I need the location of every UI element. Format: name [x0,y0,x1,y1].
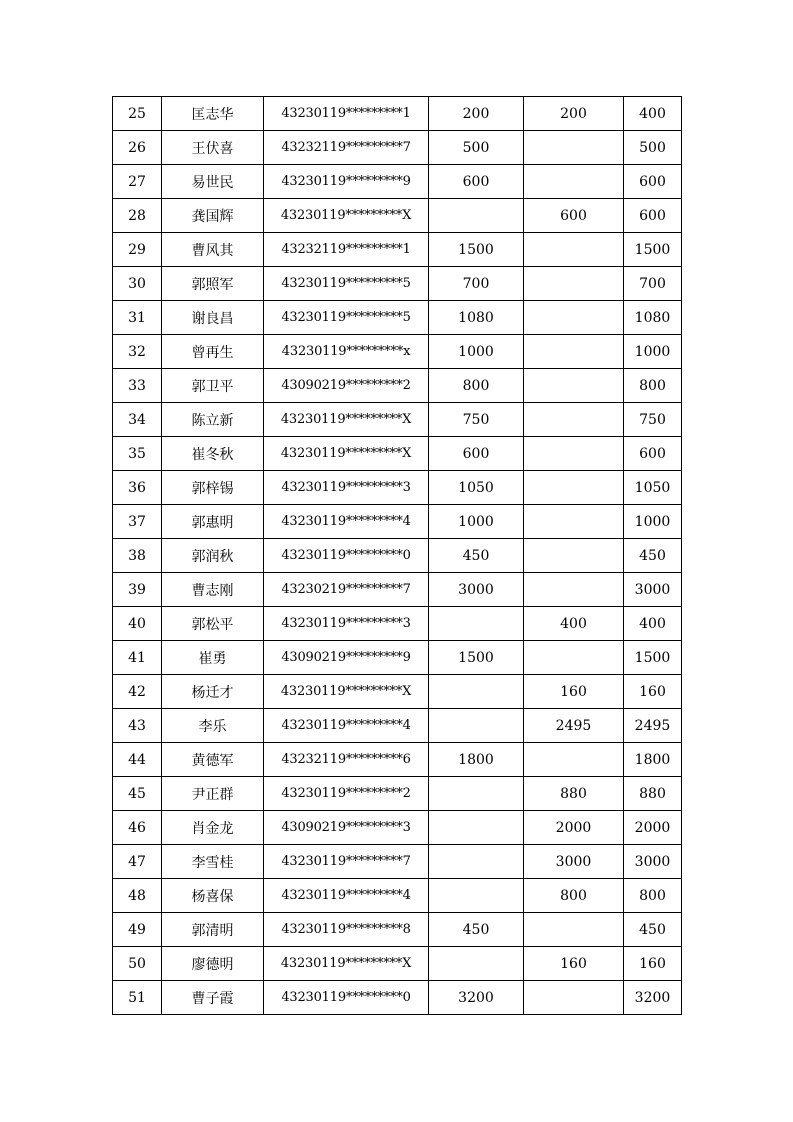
name-cell: 陈立新 [162,403,264,437]
amount-a-cell: 1500 [429,641,524,675]
amount-b-cell [524,437,624,471]
id-number-cell: 43230119*********7 [264,845,429,879]
total-cell: 700 [624,267,682,301]
amount-a-cell: 750 [429,403,524,437]
name-cell: 黄德军 [162,743,264,777]
total-cell: 750 [624,403,682,437]
amount-a-cell: 1000 [429,335,524,369]
total-cell: 3000 [624,845,682,879]
amount-a-cell: 500 [429,131,524,165]
table-row [113,743,682,777]
name-cell: 郭惠明 [162,505,264,539]
amount-b-cell [524,301,624,335]
total-cell: 500 [624,131,682,165]
amount-b-cell [524,913,624,947]
name-cell: 曹子霞 [162,981,264,1015]
amount-a-cell [429,879,524,913]
id-number-cell: 43232119*********6 [264,743,429,777]
amount-a-cell: 600 [429,437,524,471]
table-row [113,641,682,675]
name-cell: 郭松平 [162,607,264,641]
table-row [113,165,682,199]
total-cell: 800 [624,879,682,913]
table-row [113,267,682,301]
amount-b-cell [524,267,624,301]
row-number-cell: 51 [113,981,162,1015]
amount-a-cell: 1800 [429,743,524,777]
amount-a-cell [429,199,524,233]
table-row [113,981,682,1015]
row-number-cell: 37 [113,505,162,539]
amount-a-cell: 3000 [429,573,524,607]
id-number-cell: 43230119*********X [264,403,429,437]
row-number-cell: 39 [113,573,162,607]
total-cell: 600 [624,165,682,199]
row-number-cell: 30 [113,267,162,301]
amount-b-cell [524,471,624,505]
amount-a-cell: 200 [429,97,524,131]
name-cell: 龚国辉 [162,199,264,233]
table-row [113,437,682,471]
amount-b-cell [524,505,624,539]
id-number-cell: 43230119*********9 [264,165,429,199]
row-number-cell: 32 [113,335,162,369]
row-number-cell: 38 [113,539,162,573]
document-page [112,96,682,1015]
name-cell: 崔勇 [162,641,264,675]
table-row [113,845,682,879]
id-number-cell: 43230119*********0 [264,981,429,1015]
amount-a-cell [429,709,524,743]
id-number-cell: 43230119*********5 [264,267,429,301]
name-cell: 杨喜保 [162,879,264,913]
name-cell: 郭梓锡 [162,471,264,505]
total-cell: 1050 [624,471,682,505]
row-number-cell: 42 [113,675,162,709]
name-cell: 李乐 [162,709,264,743]
total-cell: 600 [624,199,682,233]
amount-b-cell: 2000 [524,811,624,845]
row-number-cell: 40 [113,607,162,641]
amount-a-cell [429,607,524,641]
table-row [113,199,682,233]
amount-b-cell [524,233,624,267]
id-number-cell: 43230119*********1 [264,97,429,131]
table-row [113,675,682,709]
table-row [113,573,682,607]
name-cell: 肖金龙 [162,811,264,845]
row-number-cell: 36 [113,471,162,505]
total-cell: 1500 [624,233,682,267]
id-number-cell: 43090219*********2 [264,369,429,403]
id-number-cell: 43230119*********8 [264,913,429,947]
id-number-cell: 43232119*********7 [264,131,429,165]
amount-b-cell: 400 [524,607,624,641]
row-number-cell: 49 [113,913,162,947]
table-row [113,301,682,335]
amount-b-cell: 3000 [524,845,624,879]
total-cell: 400 [624,97,682,131]
amount-a-cell: 800 [429,369,524,403]
total-cell: 450 [624,539,682,573]
name-cell: 郭卫平 [162,369,264,403]
id-number-cell: 43230119*********4 [264,709,429,743]
amount-a-cell: 1500 [429,233,524,267]
amount-b-cell: 600 [524,199,624,233]
amount-a-cell: 450 [429,539,524,573]
amount-b-cell [524,403,624,437]
amount-b-cell: 160 [524,947,624,981]
id-number-cell: 43230119*********X [264,947,429,981]
table-row [113,913,682,947]
amount-a-cell: 3200 [429,981,524,1015]
amount-a-cell: 450 [429,913,524,947]
amount-b-cell: 160 [524,675,624,709]
row-number-cell: 35 [113,437,162,471]
amount-b-cell [524,369,624,403]
total-cell: 1800 [624,743,682,777]
row-number-cell: 27 [113,165,162,199]
name-cell: 杨迁才 [162,675,264,709]
amount-b-cell: 800 [524,879,624,913]
data-table [112,96,682,1015]
row-number-cell: 47 [113,845,162,879]
row-number-cell: 28 [113,199,162,233]
name-cell: 曹风其 [162,233,264,267]
total-cell: 1000 [624,335,682,369]
total-cell: 450 [624,913,682,947]
amount-a-cell [429,777,524,811]
id-number-cell: 43230119*********0 [264,539,429,573]
table-row [113,539,682,573]
amount-b-cell [524,131,624,165]
amount-b-cell: 2495 [524,709,624,743]
name-cell: 李雪桂 [162,845,264,879]
total-cell: 1500 [624,641,682,675]
table-row [113,233,682,267]
id-number-cell: 43090219*********9 [264,641,429,675]
total-cell: 160 [624,947,682,981]
name-cell: 曹志刚 [162,573,264,607]
name-cell: 廖德明 [162,947,264,981]
row-number-cell: 41 [113,641,162,675]
total-cell: 1000 [624,505,682,539]
amount-b-cell [524,573,624,607]
total-cell: 2495 [624,709,682,743]
total-cell: 2000 [624,811,682,845]
id-number-cell: 43230119*********X [264,437,429,471]
total-cell: 400 [624,607,682,641]
amount-a-cell: 1000 [429,505,524,539]
id-number-cell: 43230119*********2 [264,777,429,811]
amount-b-cell: 200 [524,97,624,131]
table-row [113,709,682,743]
name-cell: 郭清明 [162,913,264,947]
table-row [113,369,682,403]
total-cell: 3000 [624,573,682,607]
table-row [113,879,682,913]
amount-b-cell [524,641,624,675]
id-number-cell: 43230119*********4 [264,879,429,913]
row-number-cell: 50 [113,947,162,981]
row-number-cell: 34 [113,403,162,437]
amount-b-cell [524,539,624,573]
table-row [113,403,682,437]
total-cell: 600 [624,437,682,471]
amount-b-cell [524,165,624,199]
row-number-cell: 26 [113,131,162,165]
total-cell: 160 [624,675,682,709]
name-cell: 尹正群 [162,777,264,811]
amount-a-cell: 600 [429,165,524,199]
id-number-cell: 43230119*********4 [264,505,429,539]
row-number-cell: 31 [113,301,162,335]
row-number-cell: 48 [113,879,162,913]
row-number-cell: 29 [113,233,162,267]
row-number-cell: 45 [113,777,162,811]
table-row [113,811,682,845]
id-number-cell: 43230119*********X [264,199,429,233]
amount-a-cell [429,675,524,709]
name-cell: 郭润秋 [162,539,264,573]
name-cell: 崔冬秋 [162,437,264,471]
total-cell: 880 [624,777,682,811]
id-number-cell: 43230119*********5 [264,301,429,335]
total-cell: 1080 [624,301,682,335]
table-row [113,131,682,165]
amount-a-cell [429,845,524,879]
amount-a-cell: 700 [429,267,524,301]
name-cell: 匡志华 [162,97,264,131]
table-body [113,97,682,1015]
id-number-cell: 43230119*********X [264,675,429,709]
id-number-cell: 43230119*********3 [264,607,429,641]
row-number-cell: 25 [113,97,162,131]
id-number-cell: 43230119*********3 [264,471,429,505]
table-row [113,505,682,539]
amount-a-cell: 1050 [429,471,524,505]
amount-b-cell: 880 [524,777,624,811]
table-row [113,947,682,981]
row-number-cell: 44 [113,743,162,777]
amount-a-cell: 1080 [429,301,524,335]
row-number-cell: 46 [113,811,162,845]
amount-b-cell [524,981,624,1015]
id-number-cell: 43232119*********1 [264,233,429,267]
name-cell: 曾再生 [162,335,264,369]
amount-a-cell [429,947,524,981]
amount-a-cell [429,811,524,845]
name-cell: 郭照军 [162,267,264,301]
row-number-cell: 33 [113,369,162,403]
table-row [113,607,682,641]
amount-b-cell [524,335,624,369]
id-number-cell: 43230219*********7 [264,573,429,607]
row-number-cell: 43 [113,709,162,743]
total-cell: 3200 [624,981,682,1015]
table-row [113,97,682,131]
id-number-cell: 43230119*********x [264,335,429,369]
name-cell: 谢良昌 [162,301,264,335]
name-cell: 易世民 [162,165,264,199]
total-cell: 800 [624,369,682,403]
table-row [113,335,682,369]
name-cell: 王伏喜 [162,131,264,165]
id-number-cell: 43090219*********3 [264,811,429,845]
table-row [113,471,682,505]
amount-b-cell [524,743,624,777]
table-row [113,777,682,811]
